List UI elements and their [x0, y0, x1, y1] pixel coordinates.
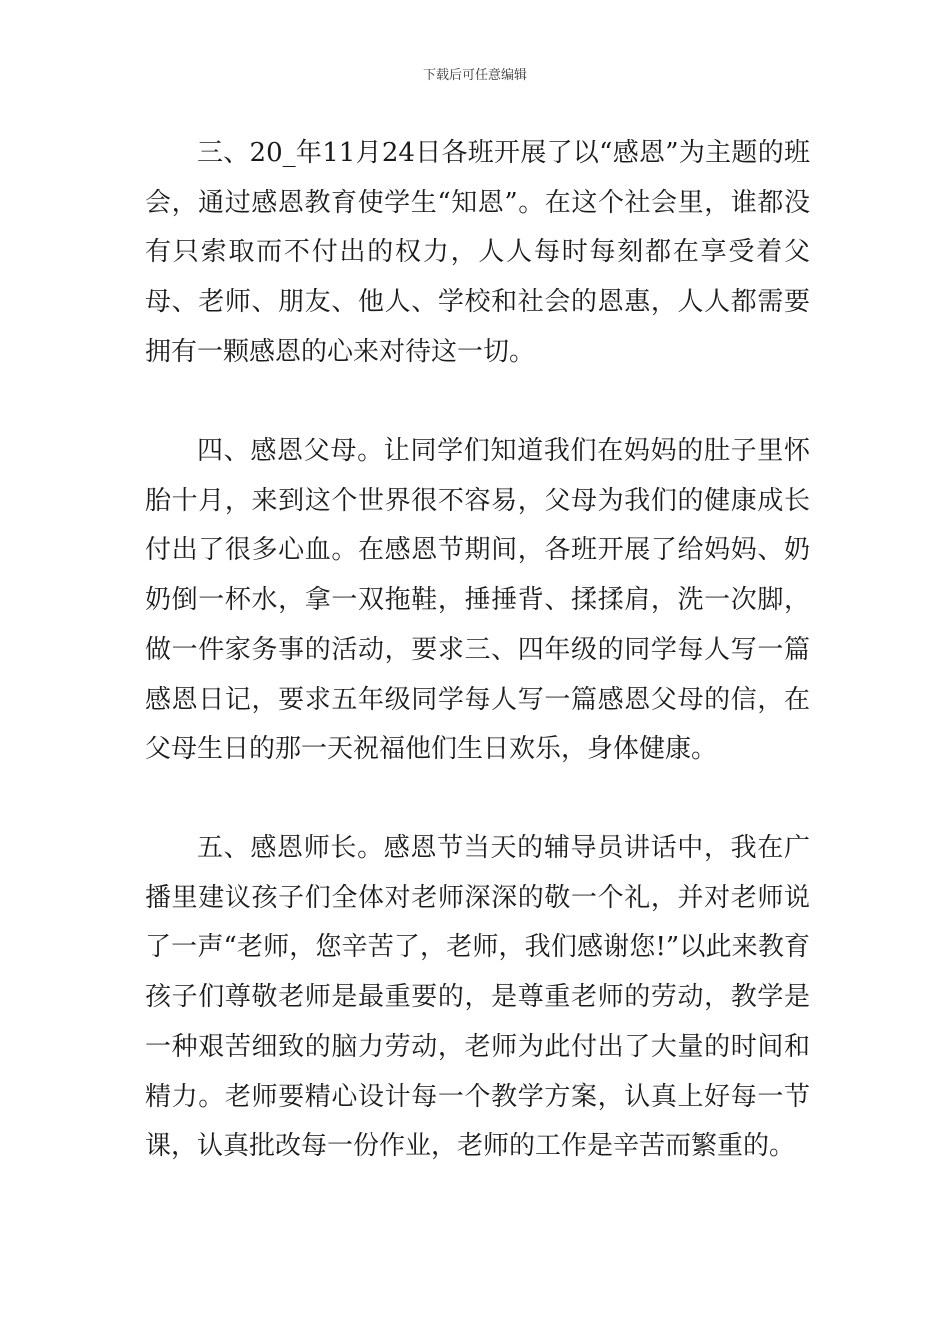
paragraph-five: 五、感恩师长。感恩节当天的辅导员讲话中，我在广播里建议孩子们全体对老师深深的敬一个礼，并对老师说了一声“老师，您辛苦了，老师，我们感谢您!”以此来教育孩子们尊敬老师是最重要的，是尊重老师的劳动，教学是一种艰苦细致的脑力劳动，老师为此付出了大量的时间和精力。老师要精心设计每一个教学方案，认真上好每一节课，认真批改每一份作业，老师的工作是辛苦而繁重的。 — [145, 833, 810, 1162]
paragraph-three: 三、20_年11月24日各班开展了以“感恩”为主题的班会，通过感恩教育使学生“知恩”。在这个社会里，谁都没有只索取而不付出的权力，人人每时每刻都在享受着父母、老师、朋友、他人、学校和社会的恩惠，人人都需要拥有一颗感恩的心来对待这一切。 — [145, 138, 810, 367]
paragraph-four: 四、感恩父母。让同学们知道我们在妈妈的肚子里怀胎十月，来到这个世界很不容易，父母为我们的健康成长付出了很多心血。在感恩节期间，各班开展了给妈妈、奶奶倒一杯水，拿一双拖鞋，捶捶背、揉揉肩，洗一次脚，做一件家务事的活动，要求三、四年级的同学每人写一篇感恩日记，要求五年级同学每人写一篇感恩父母的信，在父母生日的那一天祝福他们生日欢乐，身体健康。 — [145, 436, 810, 765]
page-header: 下载后可任意编辑 — [422, 68, 527, 83]
